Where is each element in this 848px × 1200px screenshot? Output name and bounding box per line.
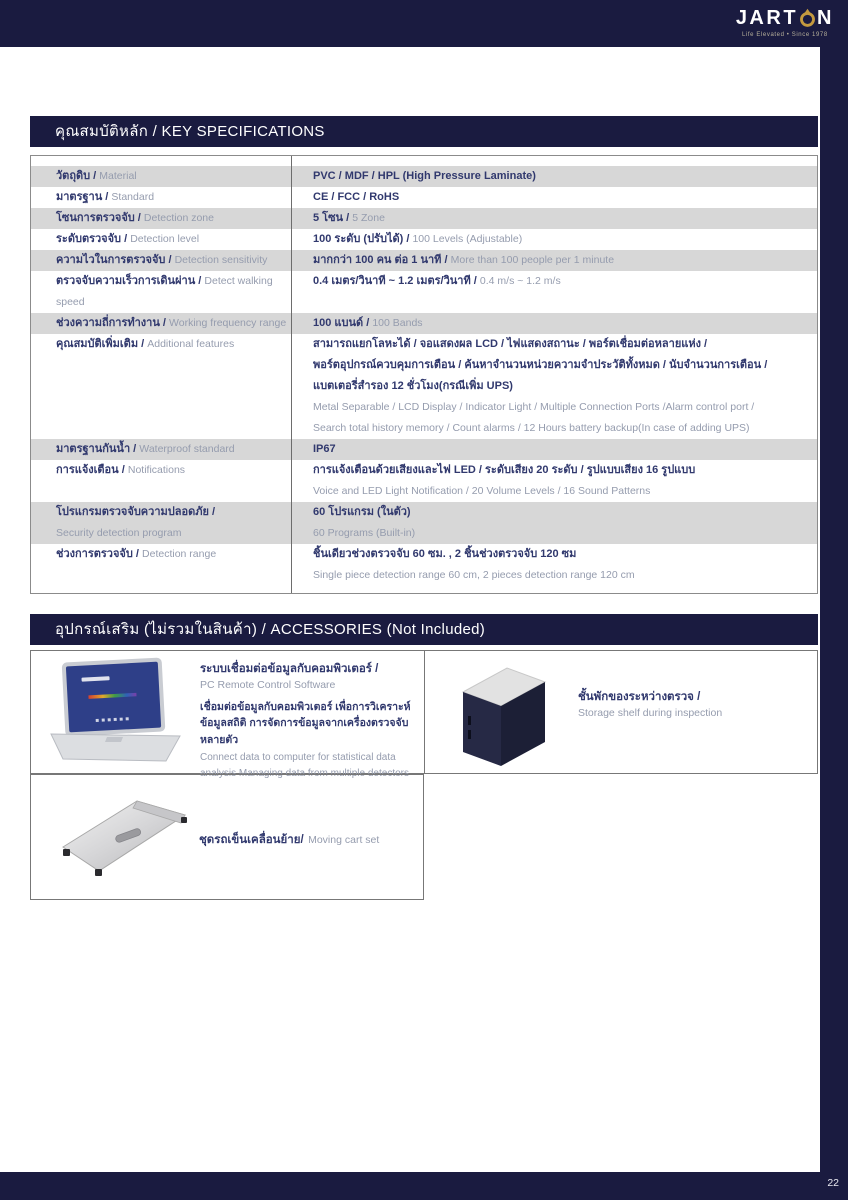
spec-label: ช่วงความถี่การทำงาน / Working frequency range bbox=[56, 317, 287, 329]
spec-row-detection-zone bbox=[31, 208, 817, 229]
spec-value: ชิ้นเดียวช่วงตรวจจับ 60 ซม. , 2 ชิ้นช่วงตรวจจับ 120 ซม Single piece detection range 60 cm, 2 pieces detection range 120 cm bbox=[313, 548, 635, 581]
accessory-title-th: ชั้นพักของระหว่างตรวจ / bbox=[578, 691, 701, 703]
brand-name-post: N bbox=[817, 7, 834, 29]
spec-row-standard bbox=[31, 187, 817, 208]
spec-row-security-program bbox=[31, 502, 817, 544]
spec-value: 60 โปรแกรม (ในตัว) 60 Programs (Built-in) bbox=[313, 506, 416, 539]
laptop-image bbox=[39, 656, 189, 768]
accessories-cell-divider bbox=[424, 651, 425, 773]
spec-label: ระดับตรวจจับ / Detection level bbox=[56, 233, 200, 245]
accessories-grid bbox=[30, 650, 818, 779]
spec-label: คุณสมบัติเพิ่มเติม / Additional features bbox=[56, 338, 235, 350]
brand-name bbox=[736, 7, 834, 30]
spec-table bbox=[30, 155, 818, 594]
accessory-title-th: ชุดรถเข็นเคลื่อนย้าย/ bbox=[199, 834, 304, 846]
spec-label: การแจ้งเตือน / Notifications bbox=[56, 464, 186, 476]
accessory-moving-cart bbox=[199, 828, 414, 850]
moving-cart-image bbox=[53, 791, 193, 881]
spec-label-en: Material bbox=[99, 170, 137, 182]
storage-shelf-image bbox=[449, 656, 559, 768]
spec-row-additional-features bbox=[31, 334, 817, 439]
spec-value: มากกว่า 100 คน ต่อ 1 นาที / More than 100 people per 1 minute bbox=[313, 254, 615, 266]
accessory-desc-th: เชื่อมต่อข้อมูลกับคอมพิวเตอร์ เพื่อการวิเคราะห์ข้อมูลสถิติ การจัดการข้อมูลจากเครื่องตรวจจับหลายตัว bbox=[200, 701, 411, 746]
spec-value: 100 แบนด์ / 100 Bands bbox=[313, 317, 423, 329]
accessories-section-title-text: อุปกรณ์เสริม (ไม่รวมในสินค้า) / ACCESSORIES (Not Included) bbox=[55, 621, 486, 638]
spec-label: โปรแกรมตรวจจับความปลอดภัย / Security detection program bbox=[56, 506, 216, 539]
spec-row-notifications bbox=[31, 460, 817, 502]
spec-value: CE / FCC / RoHS bbox=[313, 191, 400, 203]
spec-row-walking-speed bbox=[31, 271, 817, 313]
spec-label: ความไวในการตรวจจับ / Detection sensitivity bbox=[56, 254, 268, 266]
brand-name-pre: JART bbox=[735, 7, 799, 29]
spec-value: PVC / MDF / HPL (High Pressure Laminate) bbox=[313, 170, 536, 182]
spec-value: การแจ้งเตือนด้วยเสียงและไฟ LED / ระดับเสียง 20 ระดับ / รูปแบบเสียง 16 รูปแบบ Voice and LED Light Notification / 20 Volume Levels / 16 Sound Patterns bbox=[313, 464, 696, 497]
accessory-storage-shelf bbox=[578, 689, 803, 722]
accessory-title-en: PC Remote Control Software bbox=[200, 679, 336, 692]
spec-label: ช่วงการตรวจจับ / Detection range bbox=[56, 548, 217, 560]
spec-value: 0.4 เมตร/วินาที ~ 1.2 เมตร/วินาที / 0.4 m/s ~ 1.2 m/s bbox=[313, 275, 561, 287]
spec-row-detection-sensitivity bbox=[31, 250, 817, 271]
accessory-cart-cell bbox=[30, 774, 424, 900]
spec-value: 100 ระดับ (ปรับได้) / 100 Levels (Adjustable) bbox=[313, 233, 523, 245]
accessories-section-title bbox=[30, 614, 818, 645]
accessory-desc-en: Connect data to computer for statistical data analysis Managing data from multiple detectors bbox=[200, 751, 409, 779]
accessory-pc-software bbox=[200, 661, 414, 782]
spec-row-waterproof bbox=[31, 439, 817, 460]
brand-o-icon bbox=[799, 8, 816, 28]
accessory-title-th: ระบบเชื่อมต่อข้อมูลกับคอมพิวเตอร์ / bbox=[200, 663, 379, 675]
spec-row-detection-level bbox=[31, 229, 817, 250]
spec-label: มาตรฐาน / Standard bbox=[56, 191, 155, 203]
spec-section-title-text: คุณสมบัติหลัก / KEY SPECIFICATIONS bbox=[55, 123, 325, 140]
spec-label-th: วัตถุดิบ / bbox=[56, 170, 100, 182]
accessory-title-en: Moving cart set bbox=[308, 834, 380, 846]
header-band bbox=[0, 0, 848, 47]
page-number: 22 bbox=[827, 1177, 839, 1189]
spec-value: สามารถแยกโลหะได้ / จอแสดงผล LCD / ไฟแสดงสถานะ / พอร์ตเชื่อมต่อหลายแห่ง / พอร์ตอุปกรณ์ควบคุมการเตือน / ค้นหาจำนวนหน่วยความจำประวัติทั้งหมด / นับจำนวนการเตือน / แบตเตอรี่สำรอง 12 ชั่วโมง(กรณีเพิ่ม UPS) Metal Separable / LCD Display / Indicator Light / Multiple Connection Ports /Alarm control port / Search total history memory / Count alarms / 12 Hours battery backup(In case of adding UPS) bbox=[313, 338, 768, 434]
spec-row-material bbox=[31, 166, 817, 187]
brand-logo bbox=[736, 7, 834, 38]
spec-label bbox=[31, 166, 291, 187]
spec-value: IP67 bbox=[313, 443, 336, 455]
table-column-divider bbox=[291, 156, 292, 593]
spec-row-detection-range bbox=[31, 544, 817, 586]
spec-section-title bbox=[30, 116, 818, 147]
brand-tagline: Life Elevated • Since 1978 bbox=[742, 32, 828, 38]
spec-label: โซนการตรวจจับ / Detection zone bbox=[56, 212, 214, 224]
accessory-title-en: Storage shelf during inspection bbox=[578, 707, 723, 720]
spec-row-frequency-range bbox=[31, 313, 817, 334]
content-sheet bbox=[0, 47, 820, 1172]
spec-label: มาตรฐานกันน้ำ / Waterproof standard bbox=[56, 443, 235, 455]
spec-value: 5 โซน / 5 Zone bbox=[313, 212, 385, 224]
spec-label: ตรวจจับความเร็วการเดินผ่าน / Detect walking speed bbox=[56, 275, 273, 308]
